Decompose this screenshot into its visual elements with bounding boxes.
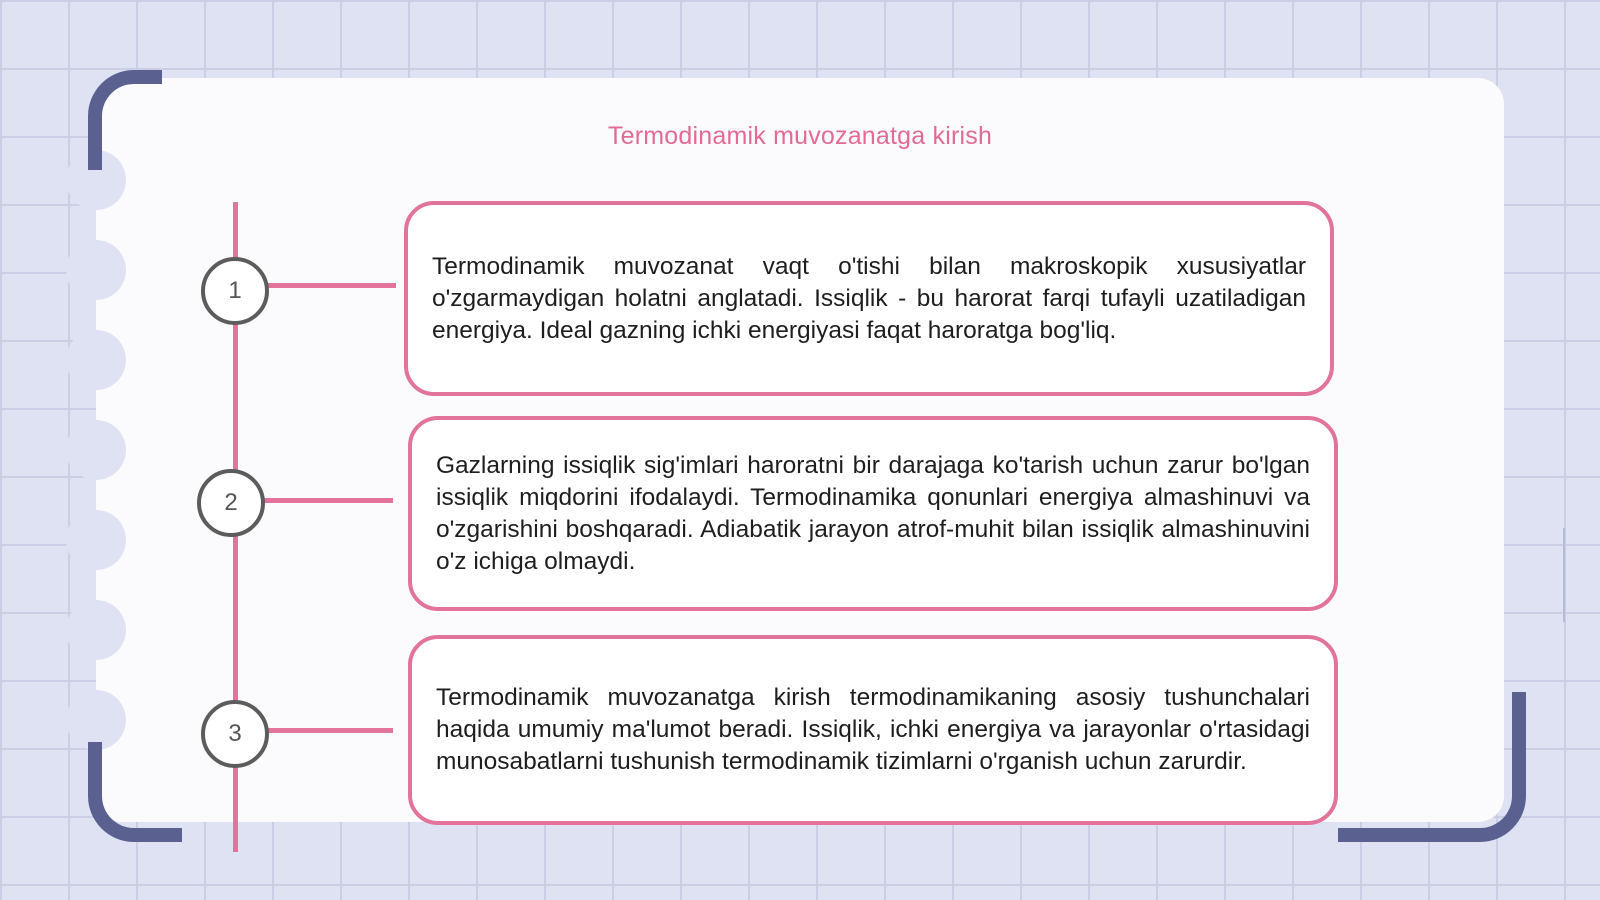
decorative-line <box>1563 528 1565 622</box>
card-text: Termodinamik muvozanat vaqt o'tishi bilan makroskopik xususiyatlar o'zgarmaydigan holatni anglatadi. Issiqlik - bu harorat farqi tufayli uzatiladigan energiya. Ideal gazning ichki energiyasi faqat haroratga bog'liq. <box>432 252 1306 344</box>
card-text: Gazlarning issiqlik sig'imlari haroratni bir darajaga ko'tarish uchun zarur bo'lgan issiqlik miqdorini ifodalaydi. Termodinamika qonunlari energiya almashinuvi va o'zgarishini boshqaradi. Adiabatik jarayon atrof-muhit bilan issiqlik almashinuvini o'z ichiga olmaydi. <box>436 451 1310 575</box>
paper-notch <box>66 330 126 390</box>
slide-title: Termodinamik muvozanatga kirish <box>607 122 993 150</box>
content-card-3 <box>408 635 1338 825</box>
corner-bracket-top-left <box>88 70 162 170</box>
paper-notch <box>66 510 126 570</box>
timeline-marker-1: 1 <box>201 257 269 325</box>
corner-bracket-bottom-right <box>1338 692 1526 842</box>
content-card-1 <box>404 201 1334 396</box>
paper-notch <box>66 600 126 660</box>
timeline-connector-2 <box>262 498 393 503</box>
timeline-marker-2: 2 <box>197 469 265 537</box>
content-card-2 <box>408 416 1338 611</box>
corner-bracket-bottom-left <box>88 742 182 842</box>
timeline-connector-1 <box>266 283 396 288</box>
paper-notch <box>66 240 126 300</box>
timeline-connector-3 <box>266 728 393 733</box>
card-text: Termodinamik muvozanatga kirish termodinamikaning asosiy tushunchalari haqida umumiy ma'lumot beradi. Issiqlik, ichki energiya va jarayonlar o'rtasidagi munosabatlarni tushunish termodinamik tizimlarni o'rganish uchun zarurdir. <box>436 684 1310 775</box>
timeline-marker-3: 3 <box>201 700 269 768</box>
paper-notch <box>66 690 126 750</box>
paper-notch <box>66 420 126 480</box>
